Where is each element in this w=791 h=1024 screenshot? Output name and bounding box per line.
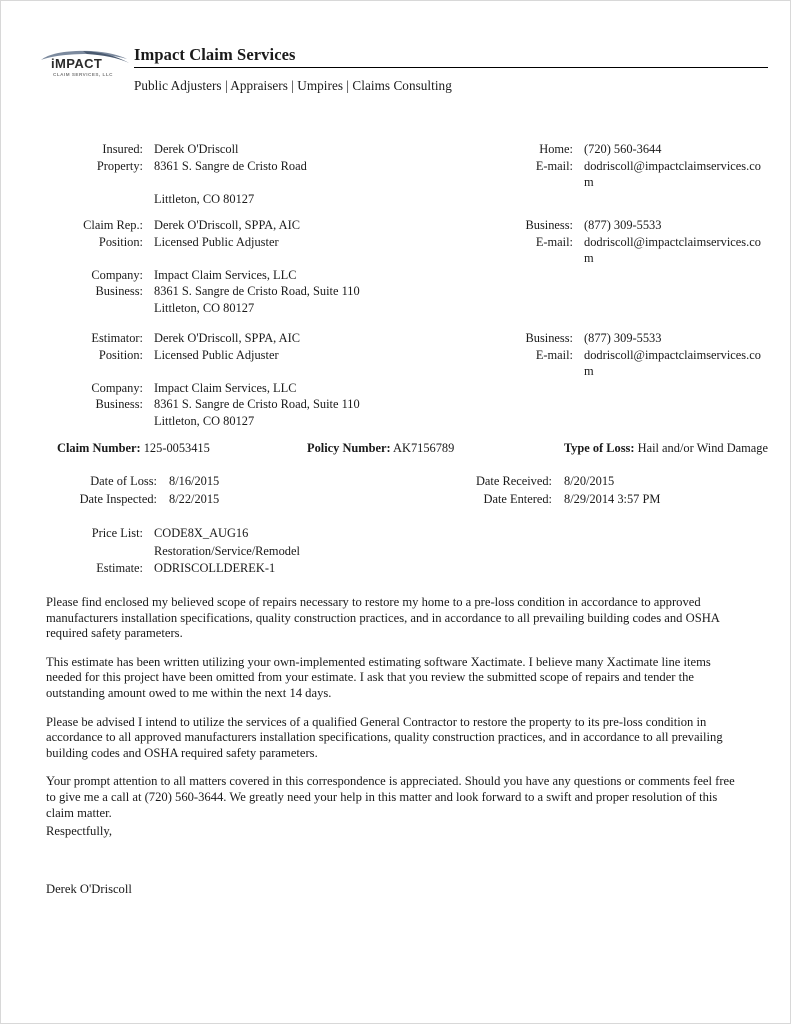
header-title-group	[134, 45, 768, 95]
date-received-value: 8/20/2015	[564, 474, 615, 488]
claim-number-field	[39, 440, 307, 457]
claim-rep-city-row	[39, 300, 768, 317]
claim-rep-email-label: E-mail:	[535, 234, 573, 249]
claim-rep-left	[39, 217, 484, 234]
estimator-row	[39, 330, 768, 347]
price-list-left	[39, 525, 484, 543]
policy-number-value: AK7156789	[393, 441, 455, 455]
property-row	[39, 158, 768, 191]
claim-rep-business-phone	[484, 217, 768, 234]
claim-rep-position-value: Licensed Public Adjuster	[154, 234, 279, 249]
estimator-city-row	[39, 413, 768, 430]
estimator-business-phone	[484, 330, 768, 347]
claim-rep-company-row	[39, 267, 768, 284]
home-phone-label: Home:	[539, 142, 573, 156]
estimator-company-label: Company:	[91, 380, 143, 395]
estimator-city-value: Littleton, CO 80127	[154, 413, 255, 428]
date-entered-value: 8/29/2014 3:57 PM	[564, 491, 661, 506]
claim-summary-row	[39, 440, 768, 457]
estimate-value: ODRISCOLLDEREK-1	[154, 561, 276, 575]
policy-number-label: Policy Number:	[307, 441, 391, 455]
letter-signature-name: Derek O'Driscoll	[46, 882, 132, 896]
estimator-email-label: E-mail:	[535, 347, 573, 362]
insured-home-phone	[484, 141, 768, 158]
estimator-email	[484, 347, 768, 380]
estimator-position-label: Position:	[98, 347, 143, 362]
estimator-value: Derek O'Driscoll, SPPA, AIC	[154, 331, 300, 345]
letter-closing: Respectfully,	[46, 824, 112, 838]
letter-paragraph-3: Please be advised I intend to utilize the services of a qualified General Contractor to restore the property to its pre-loss condition in accordance to all approved manufacturers installation specifications, quality construction practices, and in accordance to all prevailing building codes and OSHA required safety parameters.	[46, 714, 723, 760]
policy-number-field	[307, 440, 547, 457]
date-entered-label: Date Entered:	[483, 491, 552, 506]
estimator-company-value: Impact Claim Services, LLC	[154, 380, 297, 395]
document-header	[39, 45, 768, 111]
price-list-row-2	[39, 543, 484, 561]
property-label: Property:	[96, 158, 143, 173]
letter-paragraph-2: This estimate has been written utilizing your own-implemented estimating software Xactimate. I believe many Xactimate line items needed for this project have been omitted from your estimate. I ask that you review the submitted scope of repairs and tender the outstanding amount owed to me within the next 14 days.	[46, 654, 711, 700]
estimator-city-left	[39, 413, 484, 430]
insured-row	[39, 141, 768, 158]
estimator-position-value: Licensed Public Adjuster	[154, 347, 279, 362]
date-inspected-label: Date Inspected:	[79, 491, 157, 506]
type-of-loss-field	[547, 440, 768, 457]
property-city-row	[39, 191, 768, 208]
price-list-value: CODE8X_AUG16	[154, 526, 249, 540]
pricing-section	[39, 525, 484, 578]
claim-rep-company-left	[39, 267, 484, 284]
date-of-loss-value: 8/16/2015	[169, 474, 220, 488]
type-of-loss-label: Type of Loss:	[563, 441, 635, 455]
letter-paragraph-4: Your prompt attention to all matters covered in this correspondence is appreciated. Should you have any questions or comments feel free to give me a call at (720) 560-3644. We greatly need your help in this matter and look forward to a swift and proper resolution of this claim matter.	[46, 774, 735, 820]
date-inspected-field	[39, 491, 424, 509]
date-received-label: Date Received:	[475, 474, 552, 488]
svg-text:iMPACT: iMPACT	[51, 56, 103, 71]
claim-rep-business-value: (877) 309-5533	[584, 218, 662, 232]
insured-label: Insured:	[102, 142, 143, 156]
price-list-value-2: Restoration/Service/Remodel	[154, 543, 300, 558]
claim-rep-contact-block	[39, 217, 768, 316]
home-phone-value: (720) 560-3644	[584, 142, 662, 156]
date-inspected-value: 8/22/2015	[169, 491, 220, 506]
insured-value: Derek O'Driscoll	[154, 142, 239, 156]
price-list-label: Price List:	[91, 526, 143, 540]
letter-paragraph-1: Please find enclosed my believed scope of repairs necessary to restore my home to a pre-loss condition in accordance to approved manufacturers installation specifications, quality construction practices, and in accordance to all prevailing building codes and OSHA required safety parameters.	[46, 595, 720, 641]
claim-rep-position-row	[39, 234, 768, 267]
estimator-business-label: Business:	[525, 331, 573, 345]
claim-rep-business-label: Business:	[525, 218, 573, 232]
claim-rep-business-address-left	[39, 283, 484, 300]
svg-text:CLAIM SERVICES, LLC: CLAIM SERVICES, LLC	[53, 72, 113, 77]
claim-rep-label: Claim Rep.:	[83, 218, 143, 232]
claim-rep-city-left	[39, 300, 484, 317]
impact-claim-services-logo	[39, 49, 135, 79]
claim-rep-city-value: Littleton, CO 80127	[154, 300, 255, 315]
date-of-loss-label: Date of Loss:	[90, 474, 157, 488]
price-list-sub-left	[39, 543, 484, 561]
claim-rep-position-left	[39, 234, 484, 267]
property-city-value: Littleton, CO 80127	[154, 191, 255, 206]
letter-body	[46, 595, 740, 834]
estimator-company-left	[39, 380, 484, 397]
claim-rep-row	[39, 217, 768, 234]
claim-rep-email	[484, 234, 768, 267]
insured-email-label: E-mail:	[535, 158, 573, 173]
claim-rep-business-address-label: Business:	[95, 284, 143, 298]
property-city-left	[39, 191, 484, 208]
property-value: 8361 S. Sangre de Cristo Road	[154, 158, 307, 173]
claim-rep-position-label: Position:	[98, 234, 143, 249]
estimator-business-value: (877) 309-5533	[584, 331, 662, 345]
insured-email	[484, 158, 768, 191]
dates-row-2	[39, 491, 768, 509]
dates-section	[39, 473, 768, 508]
claim-number-value: 125-0053415	[143, 441, 210, 455]
page-title: Impact Claim Services	[134, 45, 296, 64]
estimator-business-address-value: 8361 S. Sangre de Cristo Road, Suite 110	[154, 397, 360, 411]
claim-rep-company-label: Company:	[91, 267, 143, 282]
insured-contact-block	[39, 141, 768, 207]
estimator-business-address-row	[39, 396, 768, 413]
claim-rep-company-value: Impact Claim Services, LLC	[154, 267, 297, 282]
claim-rep-business-address-row	[39, 283, 768, 300]
estimate-left	[39, 560, 484, 578]
type-of-loss-value: Hail and/or Wind Damage	[637, 441, 768, 455]
estimator-business-address-label: Business:	[95, 397, 143, 411]
claim-rep-value: Derek O'Driscoll, SPPA, AIC	[154, 218, 300, 232]
dates-row-1	[39, 473, 768, 491]
estimator-position-left	[39, 347, 484, 380]
estimator-email-value: dodriscoll@impactclaimservices.com	[584, 347, 761, 378]
estimator-contact-block	[39, 330, 768, 429]
price-list-row	[39, 525, 484, 543]
claim-number-label: Claim Number:	[57, 441, 141, 455]
estimate-row	[39, 560, 484, 578]
estimator-label: Estimator:	[91, 331, 143, 345]
estimator-company-row	[39, 380, 768, 397]
date-of-loss-field	[39, 473, 424, 491]
property-left	[39, 158, 484, 191]
estimate-label: Estimate:	[96, 561, 143, 575]
estimator-position-row	[39, 347, 768, 380]
insured-email-value: dodriscoll@impactclaimservices.com	[584, 158, 761, 189]
insured-left	[39, 141, 484, 158]
date-received-field	[424, 473, 768, 491]
estimator-business-address-left	[39, 396, 484, 413]
claim-rep-email-value: dodriscoll@impactclaimservices.com	[584, 234, 761, 265]
claim-rep-business-address-value: 8361 S. Sangre de Cristo Road, Suite 110	[154, 284, 360, 298]
date-entered-field	[424, 491, 768, 509]
estimator-left	[39, 330, 484, 347]
header-tagline: Public Adjusters | Appraisers | Umpires | Claims Consulting	[134, 78, 452, 93]
